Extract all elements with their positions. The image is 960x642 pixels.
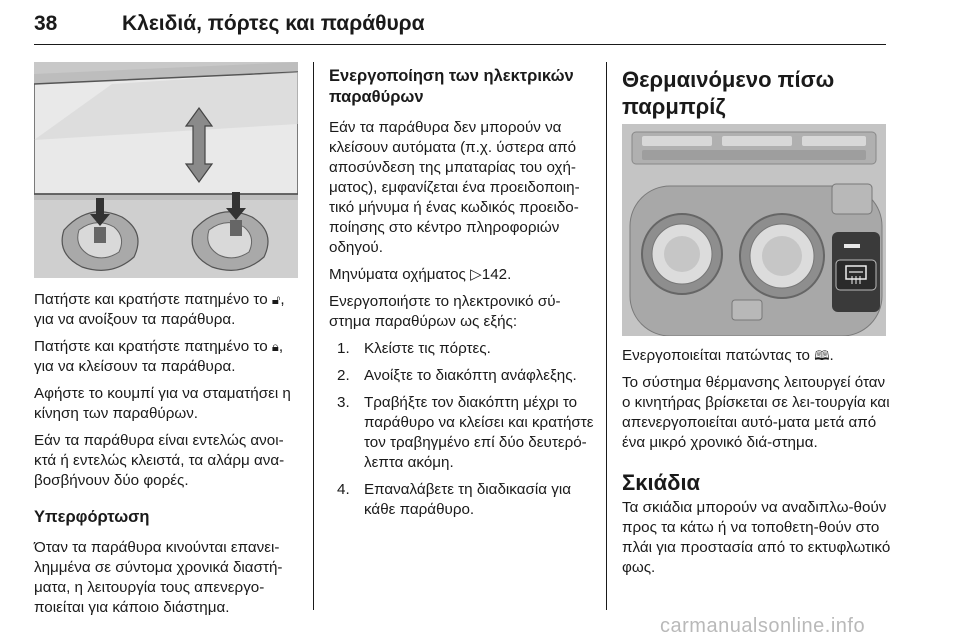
heading-window-activation: Ενεργοποίηση των ηλεκτρικών παραθύρων (329, 67, 574, 106)
heading-overload: Υπερφόρτωση (34, 508, 150, 526)
heading-sun-visors: Σκιάδια (622, 470, 701, 495)
lock-key-icon: 🔒︎ (271, 339, 279, 354)
page-reference-link[interactable]: 142. (481, 266, 512, 283)
paragraph-sun-visors: Τα σκιάδια μπορούν να αναδιπλω-θούν προς τα κάτω ή να τοποθετη-θούν στο πλάι για προστασία από το εκτυφλωτικό φως. (622, 499, 891, 576)
paragraph-vehicle-messages: Μηνύματα οχήματος ▷142. (329, 266, 512, 283)
page-number: 38 (34, 12, 58, 35)
watermark: carmanualsonline.info (660, 615, 866, 637)
window-key-drawing (34, 62, 298, 278)
paragraph-close-windows: Πατήστε και κρατήστε πατημένο το 🔒︎, για να κλείσουν τα παράθυρα. (34, 338, 284, 375)
paragraph-release: Αφήστε το κουμπί για να σταματήσει η κίνηση των παραθύρων. (34, 385, 291, 422)
page-header (34, 10, 886, 45)
paragraph-heating-operation: Το σύστημα θέρμανσης λειτουργεί όταν ο κινητήρας βρίσκεται σε λει-τουργία και απενεργοποιείται αυτό-ματα μετά από ένα μικρό χρονικό διά-στημα. (622, 374, 890, 451)
list-item: 3. Τραβήξτε τον διακόπτη μέχρι το παράθυρο να κλείσει και κρατήστε τον τραβηγμένο επί δύο δευτερό-λεπτα ακόμη. (337, 394, 594, 471)
list-item: 1. Κλείστε τις πόρτες. (337, 340, 491, 357)
column-3-heading-block (622, 66, 886, 130)
column-divider-2 (606, 62, 607, 610)
window-key-illustration (34, 62, 298, 278)
rear-window-heater-button (836, 260, 876, 290)
column-3-text (622, 346, 892, 585)
paragraph-battery-warning: Εάν τα παράθυρα δεν μπορούν να κλείσουν αυτόματα (π.χ. ύστερα από αποσύνδεση της μπαταρίας του οχή-ματος), εμφανίζεται ένα προειδοποιη-τικό μήνυμα ή ένας κωδικός προειδο-ποίησης στο κέντρο πληροφοριών οδηγού. (329, 119, 580, 256)
column-divider-1 (313, 62, 314, 610)
unlock-key-icon: 🔓︎ (271, 292, 281, 307)
climate-panel-drawing (622, 124, 886, 336)
heading-heated-rear-window: Θερμαινόμενο πίσω παρμπρίζ (622, 67, 835, 119)
reference-arrow-icon: ▷ (470, 266, 482, 283)
paragraph-open-windows: Πατήστε και κρατήστε πατημένο το 🔓︎, για να ανοίξουν τα παράθυρα. (34, 291, 285, 328)
list-item: 2. Ανοίξτε το διακόπτη ανάφλεξης. (337, 367, 577, 384)
column-2 (329, 66, 597, 527)
paragraph-press-button: Ενεργοποιείται πατώντας το 🕮︎. (622, 347, 834, 364)
page-title: Κλειδιά, πόρτες και παράθυρα (122, 12, 425, 35)
climate-panel-illustration (622, 124, 886, 336)
rear-window-heater-icon: 🕮︎ (814, 348, 830, 363)
paragraph-overload: Όταν τα παράθυρα κινούνται επανει-λημμένα σε σύντομα χρονικά διαστή-ματα, η λειτουργία τους απενεργο-ποιείται για κάποιο διάστημα. (34, 539, 283, 616)
paragraph-activate-system: Ενεργοποιήστε το ηλεκτρονικό σύ-στημα παραθύρων ως εξής: (329, 293, 561, 330)
paragraph-hazard-flash: Εάν τα παράθυρα είναι εντελώς ανοι-κτά ή εντελώς κλειστά, τα αλάρμ ανα-βοσβήνουν δύο φορές. (34, 432, 285, 489)
list-item: 4. Επαναλάβετε τη διαδικασία για κάθε παράθυρο. (337, 481, 571, 518)
activation-steps (329, 339, 597, 520)
column-1 (34, 290, 304, 625)
